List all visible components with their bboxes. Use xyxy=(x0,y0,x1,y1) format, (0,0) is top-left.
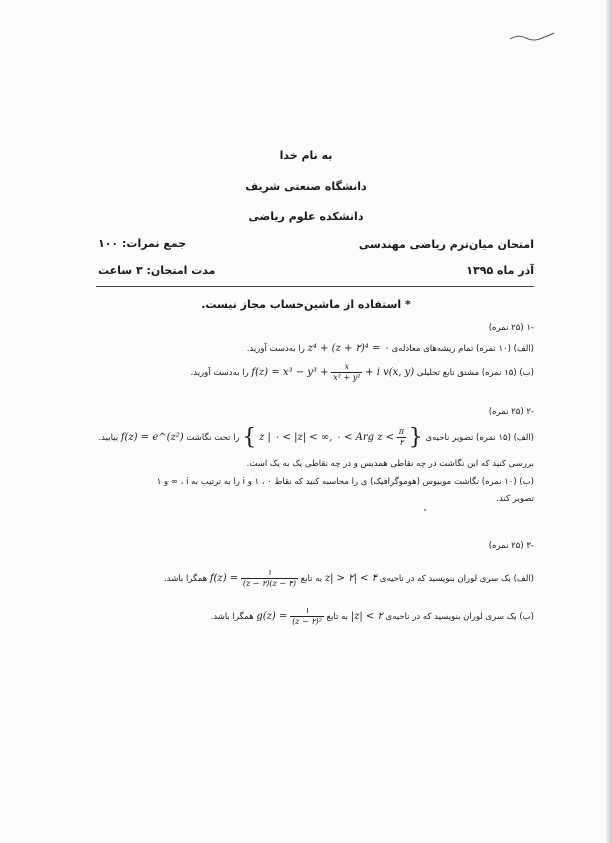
q3b-text: (ب) یک سری لوران بنویسید که در ناحیه‌ی xyxy=(385,612,534,622)
header-divider xyxy=(96,286,534,287)
q3a-fraction xyxy=(241,568,298,589)
q1-part-a xyxy=(247,343,534,354)
university-name: دانشگاه صنعتی شریف xyxy=(245,180,367,193)
q3a-frac-num: ۱ xyxy=(267,568,272,577)
bismillah: به نام خدا xyxy=(279,149,333,162)
total-points: جمع نمرات: ۱۰۰ xyxy=(98,237,187,250)
scan-dot xyxy=(424,509,426,511)
exam-duration: مدت امتحان: ۳ ساعت xyxy=(98,264,216,277)
q1b-text-end: را به‌دست آورید. xyxy=(190,368,249,378)
q1b-frac-num: x xyxy=(344,362,350,371)
q3b-text-mid: به تابع xyxy=(326,612,348,622)
q2a-text-end: بیابید. xyxy=(98,433,119,443)
q3a-frac-den: (z − ۲)(z − ۴) xyxy=(242,579,296,588)
q1b-fraction xyxy=(331,362,362,383)
exam-title: امتحان میان‌ترم ریاضی مهندسی xyxy=(358,238,534,251)
q2-points: (۲۵ نمره) xyxy=(488,407,524,417)
left-brace: { xyxy=(242,425,257,450)
q3-number: -۳ xyxy=(526,541,534,551)
q2-number: -۲ xyxy=(526,407,534,417)
q1b-text: (ب) (۱۵ نمره) مشتق تابع تحلیلی xyxy=(416,368,534,378)
q3a-region: ۴ > |z| > ۲ xyxy=(324,573,378,584)
q1b-lhs: f(z) = x³ − y³ + xyxy=(251,367,329,378)
q1a-text: (الف) (۱۰ نمره) تمام ریشه‌های معادله‌ی xyxy=(391,344,534,354)
q2a-conformal-line: بررسی کنید که این نگاشت در چه نقاطی همدیس و در چه نقاطی یک به یک است. xyxy=(246,459,534,469)
page-edge-shadow xyxy=(606,0,612,843)
q2a-set-expr: z | ۰ < |z| < ∞, ۰ < Arg z < xyxy=(259,432,395,443)
q3-header xyxy=(489,541,534,551)
q3b-function xyxy=(256,606,323,627)
q3b-lhs: g(z) = xyxy=(256,611,288,622)
q3b-text-end: همگرا باشد. xyxy=(210,612,254,622)
q1-header xyxy=(489,323,534,333)
q3a-function xyxy=(210,568,298,589)
q3-points: (۲۵ نمره) xyxy=(488,541,524,551)
q3b-frac-num: ۱ xyxy=(304,606,310,615)
q2a-pi-num: π xyxy=(398,427,405,436)
q3b-frac-den: (z − ۲)² xyxy=(292,617,322,626)
q3-part-a xyxy=(164,568,534,589)
q2a-text: (الف) (۱۵ نمره) تصویر ناحیه‌ی xyxy=(425,433,534,443)
pen-scribble xyxy=(508,30,558,46)
q3a-lhs: f(z) = xyxy=(209,573,239,584)
q2a-pi-fraction xyxy=(397,427,406,448)
q2a-map: f(z) = e^(z²) xyxy=(120,432,184,443)
q2a-pi-den: ۲ xyxy=(397,437,406,448)
calculator-notice: * استفاده از ماشین‌حساب مجاز نیست. xyxy=(201,298,411,311)
q1b-frac-den: x² + y² xyxy=(333,373,361,382)
q2b-line2: تصویر کند. xyxy=(496,494,534,504)
q3b-region: ۲ > |z| xyxy=(350,611,383,622)
right-brace: } xyxy=(408,425,423,450)
q1-part-b xyxy=(191,362,534,383)
q3-part-b xyxy=(211,606,534,627)
q1a-text-end: را به‌دست آورید. xyxy=(246,344,305,354)
q1a-equation: z⁴ + (z + ۲)⁴ = ۰ xyxy=(307,343,389,354)
q3a-text-mid: به تابع xyxy=(300,574,323,584)
q1b-rhs: + i v(x, y) xyxy=(365,367,415,378)
q1-points: (۲۵ نمره) xyxy=(488,323,524,333)
q3a-text: (الف) یک سری لوران بنویسید که در ناحیه‌ی xyxy=(379,574,534,584)
exam-date: آذر ماه ۱۳۹۵ xyxy=(466,264,534,277)
q1b-function xyxy=(251,362,414,383)
q2-header xyxy=(489,407,534,417)
q3b-fraction xyxy=(290,606,324,627)
q2b-line1: (ب) (۱۰ نمره) نگاشت موبیوس (هوموگرافیک) ی را محاسبه کنید که نقاط ۰ ، ۱ و i را به ترتیب به i ، ∞ و ۱ xyxy=(156,477,534,487)
q1-number: -۱ xyxy=(526,323,534,333)
q2-part-a xyxy=(98,425,534,450)
q2a-set xyxy=(242,425,422,450)
q2a-text-mid: را تحت نگاشت xyxy=(186,433,240,443)
faculty-name: دانشکده علوم ریاضی xyxy=(248,210,364,223)
q3a-text-end: همگرا باشد. xyxy=(164,574,208,584)
